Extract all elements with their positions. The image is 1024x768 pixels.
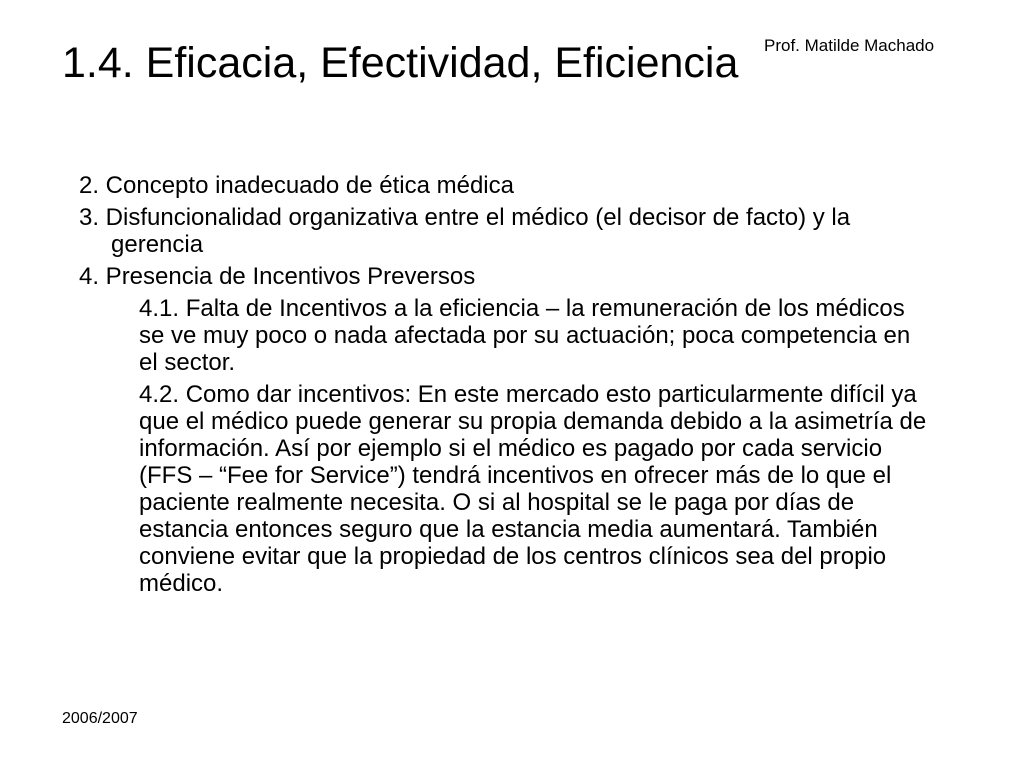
bullet-item-4: 4. Presencia de Incentivos Preversos [79, 263, 476, 290]
slide-body [0, 172, 1024, 602]
slide-title: 1.4. Eficacia, Efectividad, Eficiencia [62, 39, 739, 87]
bullet-item-3: 3. Disfuncionalidad organizativa entre el médico (el decisor de facto) y la gerencia [79, 204, 851, 258]
author-name: Prof. Matilde Machado [764, 36, 935, 55]
footer-date: 2006/2007 [62, 710, 138, 727]
bullet-item-2: 2. Concepto inadecuado de ética médica [79, 172, 514, 199]
sub-bullet-item-4-1: 4.1. Falta de Incentivos a la eficiencia – la remuneración de los médicos se ve muy poco o nada afectada por su actuación; poca competencia en el sector. [139, 295, 911, 376]
sub-bullet-item-4-2: 4.2. Como dar incentivos: En este mercado esto particularmente difícil ya que el médico puede generar su propia demanda debido a la asimetría de información. Así por ejemplo si el médico es pagado por cada servicio (FFS – “Fee for Service”) tendrá incentivos en ofrecer más de lo que el paciente realmente necesita. O si al hospital se le paga por días de estancia entonces seguro que la estancia media aumentará. También conviene evitar que la propiedad de los centros clínicos sea del propio médico. [139, 381, 927, 597]
